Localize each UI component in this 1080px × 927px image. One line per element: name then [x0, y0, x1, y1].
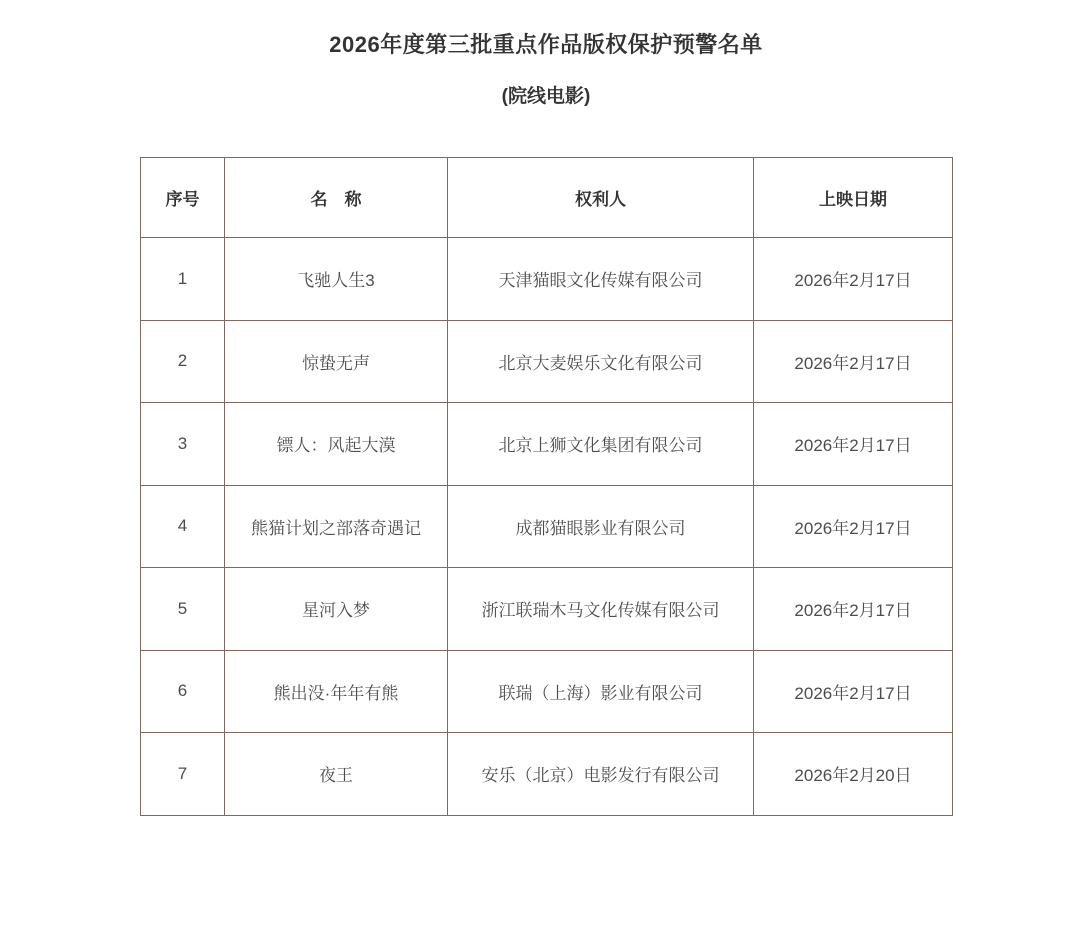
cell-index: 4	[141, 485, 225, 568]
document-content	[140, 0, 952, 816]
cell-rights-holder: 浙江联瑞木马文化传媒有限公司	[448, 568, 754, 651]
column-header-index: 序号	[141, 158, 225, 238]
page-title: 2026年度第三批重点作品版权保护预警名单	[329, 32, 763, 57]
cell-index: 3	[141, 403, 225, 486]
cell-film-name: 熊猫计划之部落奇遇记	[225, 485, 448, 568]
column-header-name: 名 称	[225, 158, 448, 238]
cell-release-date: 2026年2月17日	[754, 238, 953, 321]
cell-release-date: 2026年2月20日	[754, 733, 953, 816]
column-header-release-date: 上映日期	[754, 158, 953, 238]
table-row	[141, 733, 953, 816]
table-row	[141, 403, 953, 486]
cell-film-name: 惊蛰无声	[225, 320, 448, 403]
cell-film-name: 熊出没·年年有熊	[225, 650, 448, 733]
table-row	[141, 238, 953, 321]
table-row	[141, 568, 953, 651]
cell-film-name: 夜王	[225, 733, 448, 816]
cell-index: 5	[141, 568, 225, 651]
cell-rights-holder: 成都猫眼影业有限公司	[448, 485, 754, 568]
cell-release-date: 2026年2月17日	[754, 485, 953, 568]
cell-film-name: 星河入梦	[225, 568, 448, 651]
cell-release-date: 2026年2月17日	[754, 320, 953, 403]
cell-index: 7	[141, 733, 225, 816]
cell-index: 1	[141, 238, 225, 321]
cell-film-name: 飞驰人生3	[225, 238, 448, 321]
cell-rights-holder: 北京大麦娱乐文化有限公司	[448, 320, 754, 403]
table-row	[141, 485, 953, 568]
cell-film-name: 镖人：风起大漠	[225, 403, 448, 486]
cell-rights-holder: 联瑞（上海）影业有限公司	[448, 650, 754, 733]
cell-release-date: 2026年2月17日	[754, 568, 953, 651]
cell-rights-holder: 北京上狮文化集团有限公司	[448, 403, 754, 486]
cell-release-date: 2026年2月17日	[754, 403, 953, 486]
table-row	[141, 320, 953, 403]
cell-rights-holder: 天津猫眼文化传媒有限公司	[448, 238, 754, 321]
column-header-rights-holder: 权利人	[448, 158, 754, 238]
cell-index: 6	[141, 650, 225, 733]
table-row	[141, 650, 953, 733]
table-header-row	[141, 158, 953, 238]
page-subtitle: (院线电影)	[501, 86, 591, 107]
films-table	[140, 157, 953, 816]
cell-rights-holder: 安乐（北京）电影发行有限公司	[448, 733, 754, 816]
cell-index: 2	[141, 320, 225, 403]
cell-release-date: 2026年2月17日	[754, 650, 953, 733]
